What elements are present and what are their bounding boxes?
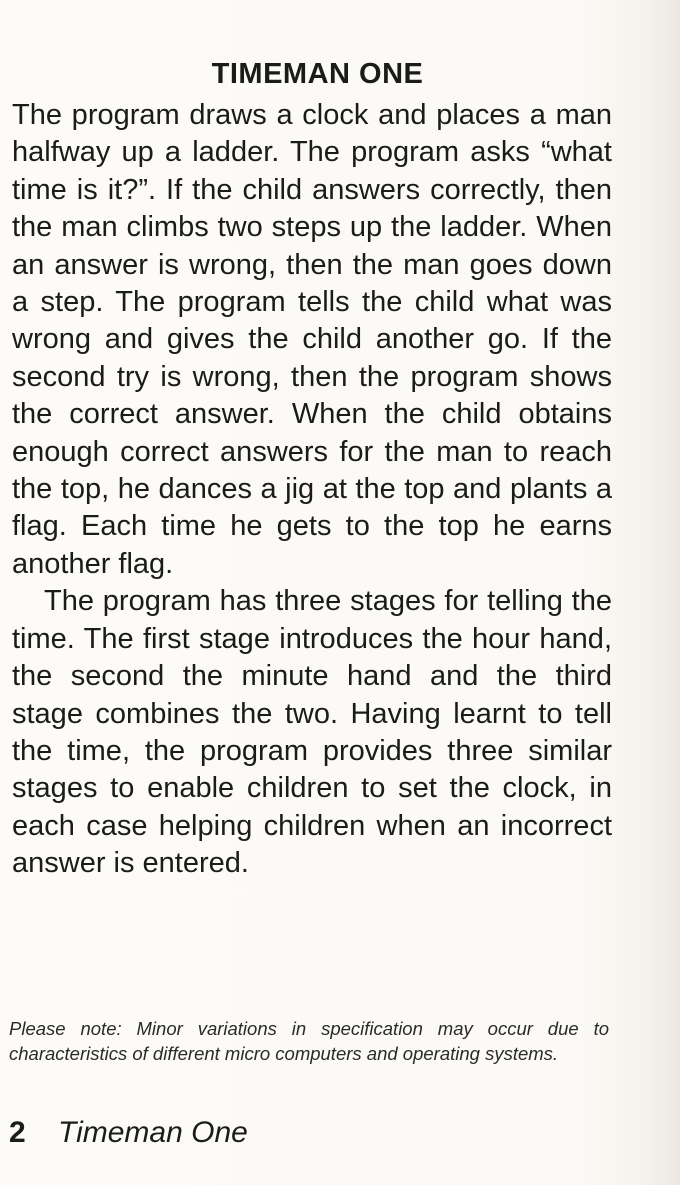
running-title: Timeman One [58,1116,248,1149]
page-footer [9,1116,248,1150]
document-title: TIMEMAN ONE [211,58,424,90]
paragraph-1: The program draws a clock and places a man halfway up a ladder. The program asks “what time is it?”. If the child answers correctly, then the man climbs two steps up the ladder. When an answer is wrong, then the man goes down a step. The program tells the child what was wrong and gives the child another go. If the second try is wrong, then the program shows the correct answer. When the child obtains enough correct answers for the man to reach the top, he dances a jig at the top and plants a flag. Each time he gets to the top he earns another flag. [12,99,612,580]
document-body [12,97,612,883]
paragraph-2: The program has three stages for telling the time. The first stage introduces the hour hand, the second the minute hand and the third stage combines the two. Having learnt to tell the time, the program provides three similar stages to enable children to set the clock, in each case helping children when an incorrect answer is entered. [12,585,612,880]
page-number: 2 [9,1116,26,1149]
specification-note: Please note: Minor variations in specification may occur due to characteristics of different micro computers and operating systems. [9,1018,609,1064]
